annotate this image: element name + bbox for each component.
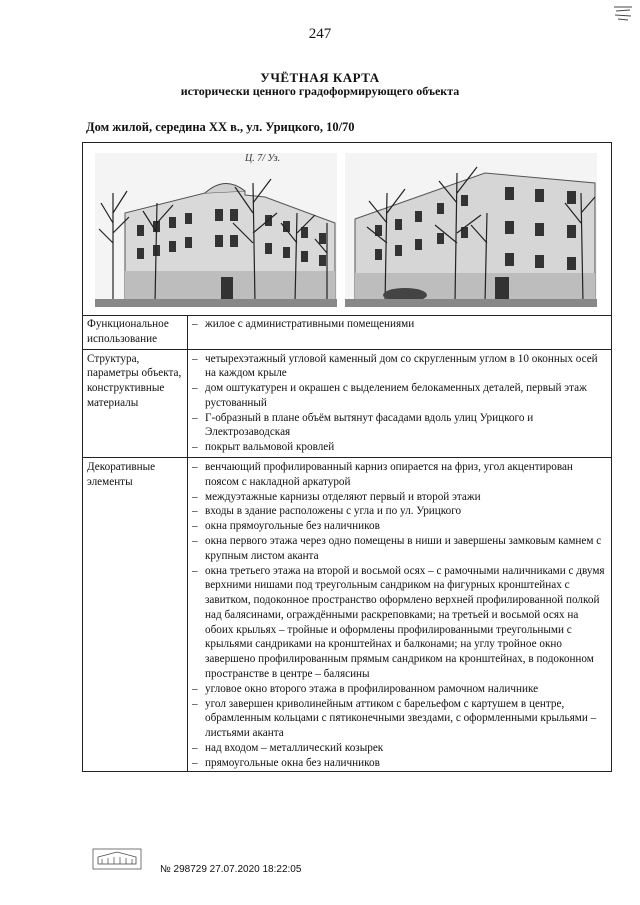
row-label: Функциональное использование xyxy=(83,315,188,349)
list-item: – дом оштукатурен и окрашен с выделением белокаменных деталей, первый этаж рустованный xyxy=(192,381,607,411)
page-number: 247 xyxy=(308,26,332,42)
building-photo-facade xyxy=(345,153,597,307)
list-item: – четырехэтажный угловой каменный дом со скругленным углом в 10 оконных осей на каждом крыле xyxy=(192,352,607,382)
object-heading: Дом жилой, середина XX в., ул. Урицкого, 10/70 xyxy=(86,120,355,134)
list-item: – окна первого этажа через одно помещены в ниши и завершены замковым камнем с крупным листом аканта xyxy=(192,534,607,564)
handwritten-note: Ц. 7/ Уз. xyxy=(245,153,281,164)
row-label: Структура, параметры объекта, конструктивные материалы xyxy=(83,349,188,457)
table-row xyxy=(83,349,611,457)
list-item: – прямоугольные окна без наличников xyxy=(192,756,607,771)
row-label: Декоративные элементы xyxy=(83,458,188,773)
building-photo-corner xyxy=(95,153,337,307)
list-item: – Г-образный в плане объём вытянут фасадами вдоль улиц Урицкого и Электрозаводская xyxy=(192,411,607,441)
document-subtitle: исторически ценного градоформирующего объекта xyxy=(180,84,460,98)
list-item: – покрыт вальмовой кровлей xyxy=(192,440,607,455)
list-item: – жилое с административными помещениями xyxy=(192,317,607,332)
document-title: УЧЁТНАЯ КАРТА xyxy=(260,70,380,85)
list-item: – окна третьего этажа на второй и восьмой осях – с рамочными наличниками с двумя верхними нишами под треугольным сандриком на фигурных кронштейнах с завитком, подоконное пространство оформлено верхней профилированной полкой над балясинами, ограждёнными раскреповками; на третьей и восьмой осях на обоих крыльях – тройные и оформлены профилированными треугольными с крыльями сандриками на кронштейнах и балконами; на углу тройное окно завершено профилированным прямым сандриком на кронштейнах, в подоконном пространстве в центре – балясины xyxy=(192,564,607,682)
list-item: – междуэтажные карнизы отделяют первый и второй этажи xyxy=(192,490,607,505)
list-item: – угол завершен криволинейным аттиком с барельефом с картушем в центре, обрамленным кольцами с пятиконечными звездами, с оформленными крыльями – листьями аканта xyxy=(192,697,607,741)
corner-stamp-icon xyxy=(612,4,634,26)
list-item: – венчающий профилированный карниз опирается на фриз, угол акцентирован поясом с накладной аркатурой xyxy=(192,460,607,490)
seal-stamp-icon xyxy=(92,848,142,870)
list-item: – входы в здание расположены с угла и по ул. Урицкого xyxy=(192,504,607,519)
properties-table xyxy=(83,315,611,772)
list-item: – угловое окно второго этажа в профилированном рамочном наличнике xyxy=(192,682,607,697)
table-row xyxy=(83,315,611,349)
record-card xyxy=(82,142,612,772)
list-item: – над входом – металлический козырек xyxy=(192,741,607,756)
footer-registration: № 298729 27.07.2020 18:22:05 xyxy=(160,864,302,875)
list-item: – окна прямоугольные без наличников xyxy=(192,519,607,534)
photo-row xyxy=(83,143,611,316)
table-row xyxy=(83,458,611,773)
